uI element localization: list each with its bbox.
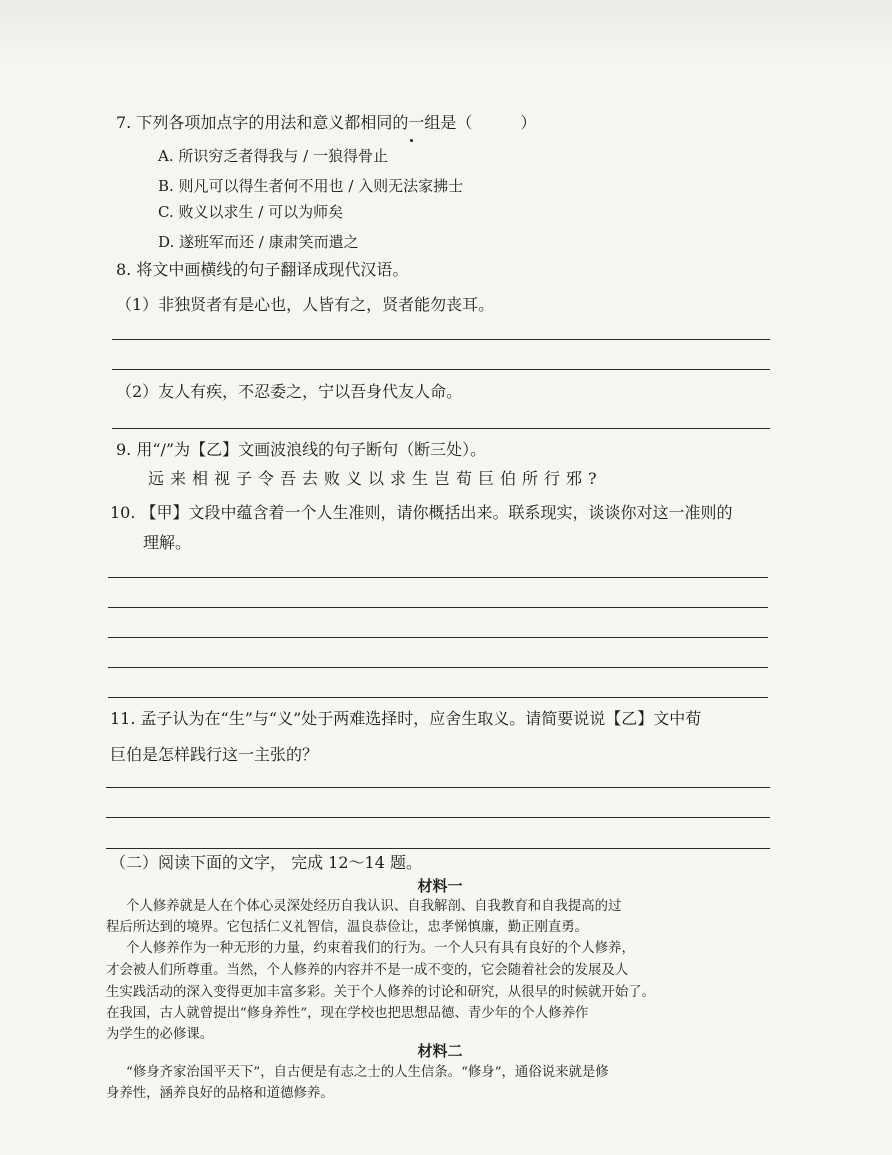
q8-sub1: （1）非独贤者有是心也，人皆有之，贤者能勿丧耳。: [116, 295, 495, 314]
q8-sub2: （2）友人有疾，不忍委之，宁以吾身代友人命。: [116, 382, 463, 401]
answer-line[interactable]: [106, 848, 770, 849]
answer-line[interactable]: [108, 667, 768, 668]
q7-option-c: C. 败义以求生 / 可以为师矣: [158, 203, 344, 221]
material1-paragraph: 个人修养就是人在个体心灵深处经历自我认识、自我解剖、自我教育和自我提高的过: [126, 899, 622, 914]
material1-paragraph: 个人修养作为一种无形的力量，约束着我们的行为。一个人只有具有良好的个人修养，: [126, 941, 635, 956]
answer-line[interactable]: [112, 369, 770, 370]
q10-stem-cont: 理解。: [143, 533, 192, 552]
q7-stem: 7. 下列各项加点字的用法和意义都相同的一组是（ ）: [116, 113, 537, 132]
answer-line[interactable]: [108, 607, 768, 608]
section2-heading: （二）阅读下面的文字， 完成 12～14 题。: [110, 853, 422, 872]
material1-paragraph: 在我国，古人就曾提出“修身养性”，现在学校也把思想品德、青少年的个人修养作: [106, 1006, 589, 1021]
answer-line[interactable]: [112, 339, 770, 340]
answer-line[interactable]: [108, 697, 768, 698]
q7-option-b: B. 则凡可以得生者何不用也 / 入则无法家拂士: [158, 177, 464, 195]
answer-line[interactable]: [108, 577, 768, 578]
material1-paragraph: 生实践活动的深入变得更加丰富多彩。关于个人修养的讨论和研究，从很早的时候就开始了。: [106, 985, 656, 1000]
q11-stem: 11. 孟子认为在“生”与“义”处于两难选择时，应舍生取义。请简要说说【乙】文中荀: [110, 709, 702, 728]
q7-option-a: A. 所识穷乏者得我与 / 一狼得骨止: [158, 147, 388, 165]
q10-stem: 10. 【甲】文段中蕴含着一个人生准则，请你概括出来。联系现实，谈谈你对这一准则的: [110, 503, 733, 522]
material1-title: 材料一: [417, 877, 463, 895]
emphasis-dot: [410, 139, 413, 142]
q11-stem-cont: 巨伯是怎样践行这一主张的？: [110, 745, 319, 764]
q9-stem: 9. 用“/”为【乙】文画波浪线的句子断句（断三处）。: [116, 440, 487, 459]
q7-option-d: D. 遂班军而还 / 康肃笑而遣之: [158, 233, 359, 251]
q8-stem: 8. 将文中画横线的句子翻译成现代汉语。: [116, 260, 409, 279]
answer-line[interactable]: [108, 637, 768, 638]
answer-line[interactable]: [112, 428, 770, 429]
material1-paragraph: 为学生的必修课。: [106, 1027, 214, 1042]
material2-title: 材料二: [417, 1042, 463, 1060]
material1-paragraph: 程后所达到的境界。它包括仁义礼智信，温良恭俭让，忠孝悌慎廉，勤正刚直勇。: [106, 920, 589, 935]
material2-paragraph: “修身齐家治国平天下”，自古便是有志之士的人生信条。“修身”，通俗说来就是修: [126, 1065, 609, 1080]
material1-paragraph: 才会被人们所尊重。当然，个人修养的内容并不是一成不变的，它会随着社会的发展及人: [106, 963, 629, 978]
material2-paragraph: 身养性，涵养良好的品格和道德修养。: [106, 1086, 334, 1101]
answer-line[interactable]: [106, 817, 770, 818]
q9-sentence: 远来相视子令吾去败义以求生岂荀巨伯所行邪?: [148, 469, 603, 488]
answer-line[interactable]: [106, 787, 770, 788]
